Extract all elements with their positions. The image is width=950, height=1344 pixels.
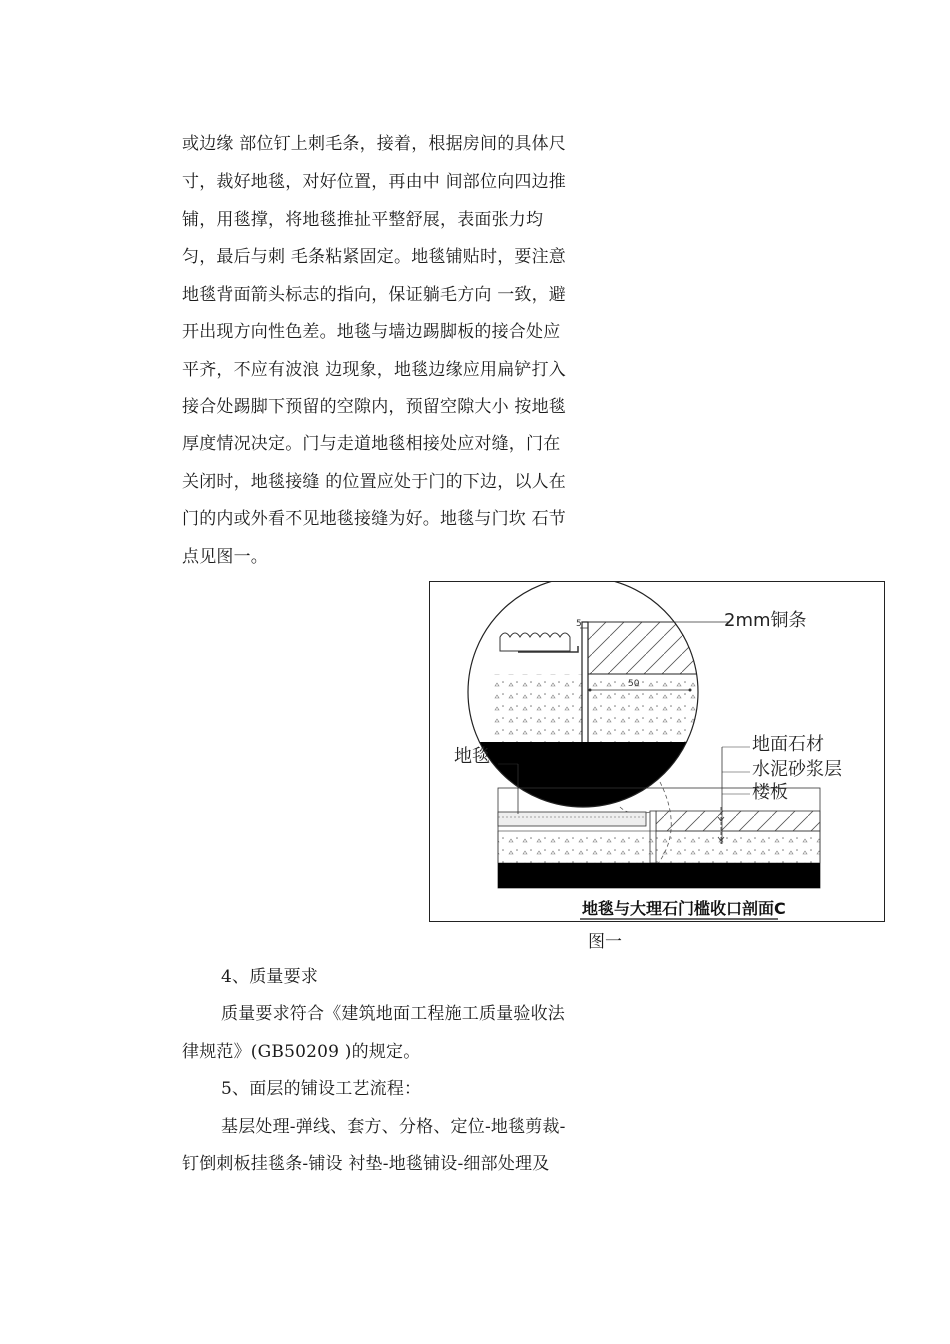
section-heading-quality: 4、质量要求 <box>221 967 319 987</box>
section-drawing <box>430 582 886 923</box>
magnified-detail <box>460 582 728 822</box>
paragraph-line: 匀，最后与刺 毛条粘紧固定。地毯铺贴时，要注意 <box>182 247 567 267</box>
section-line: 质量要求符合《建筑地面工程施工质量验收法 <box>221 1004 565 1024</box>
figure-caption: 图一 <box>588 932 622 952</box>
paragraph-line: 关闭时，地毯接缝 的位置应处于门的下边，以人在 <box>182 472 567 492</box>
paragraph-line: 寸，裁好地毯，对好位置，再由中 间部位向四边推 <box>182 172 567 192</box>
paragraph-line: 厚度情况决定。门与走道地毯相接处应对缝，门在 <box>182 434 561 454</box>
dimension-50: 50 <box>628 679 640 689</box>
label-carpet: 地毯 <box>454 746 490 767</box>
paragraph-line: 开出现方向性色差。地毯与墙边踢脚板的接合处应 <box>182 322 561 342</box>
section-line: 钉倒刺板挂毯条-铺设 衬垫-地毯铺设-细部处理及 <box>182 1154 550 1174</box>
paragraph-line: 平齐，不应有波浪 边现象，地毯边缘应用扁铲打入 <box>182 360 567 380</box>
paragraph-line: 点见图一。 <box>182 547 268 567</box>
label-floor-stone: 地面石材 <box>752 734 824 755</box>
label-copper-strip: 2mm铜条 <box>724 610 807 631</box>
section-heading-process: 5、面层的铺设工艺流程： <box>221 1079 422 1099</box>
section-detail-figure <box>429 581 885 922</box>
section-line: 律规范》(GB50209 )的规定。 <box>182 1042 421 1062</box>
paragraph-line: 铺，用毯撑，将地毯推扯平整舒展，表面张力均 <box>182 210 544 230</box>
paragraph-line: 地毯背面箭头标志的指向，保证躺毛方向 一致，避 <box>182 285 567 305</box>
label-cement-mortar: 水泥砂浆层 <box>752 759 842 780</box>
figure-title: 地毯与大理石门槛收口剖面C <box>582 899 786 918</box>
paragraph-line: 门的内或外看不见地毯接缝为好。地毯与门坎 石节 <box>182 509 567 529</box>
paragraph-line: 接合处踢脚下预留的空隙内，预留空隙大小 按地毯 <box>182 397 567 417</box>
dimension-5: 5 <box>576 619 582 629</box>
section-line: 基层处理-弹线、套方、分格、定位-地毯剪裁- <box>221 1117 566 1137</box>
label-floor-slab: 楼板 <box>752 782 788 803</box>
paragraph-line: 或边缘 部位钉上刺毛条，接着，根据房间的具体尺 <box>182 134 567 154</box>
